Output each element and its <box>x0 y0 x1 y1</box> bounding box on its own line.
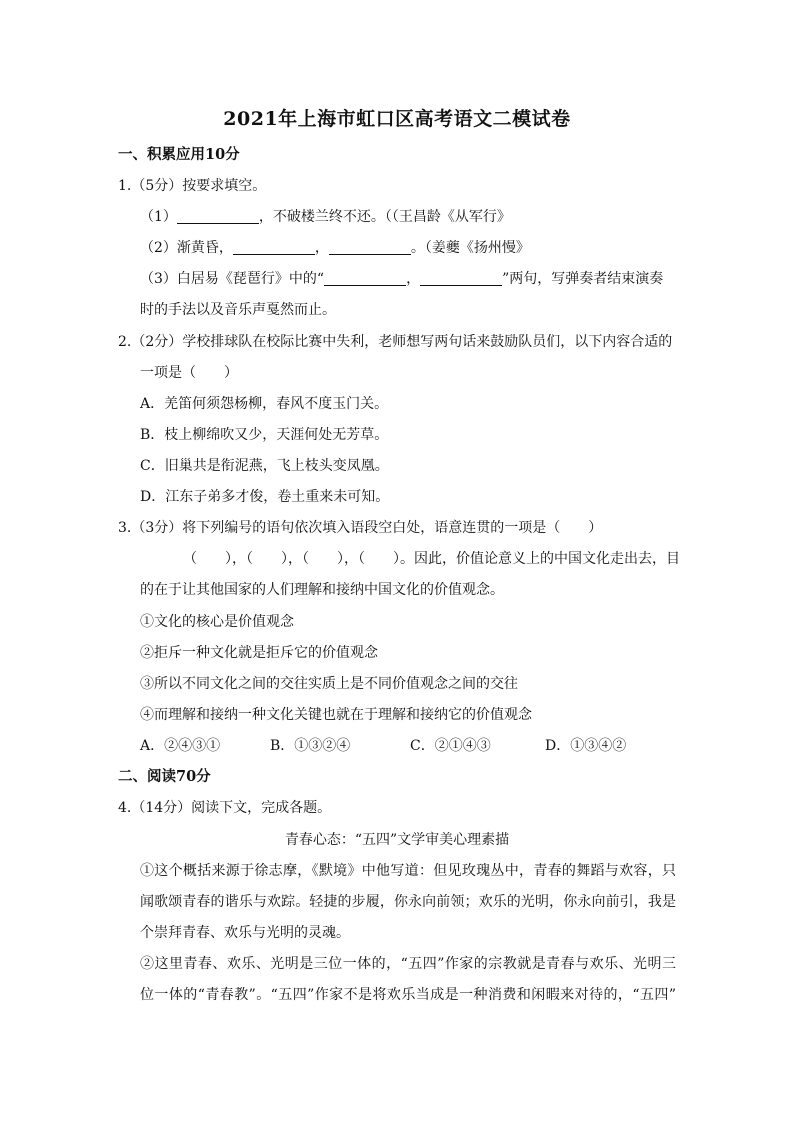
q2-option-c[interactable]: C．旧巢共是衔泥燕，飞上枝头变凤凰。 <box>140 458 389 474</box>
article-para2-line1: ②这里青春、欢乐、光明是三位一体的，“五四”作家的宗教就是青春与欢乐、光明三 <box>140 956 676 972</box>
q1-item-3 <box>140 269 663 289</box>
q3-passage-line1: （ ），（ ），（ ），（ ）。因此，价值论意义上的中国文化走出去，目 <box>183 551 680 567</box>
q1-item-3-cont: 时的手法以及音乐声戛然而止。 <box>140 302 336 318</box>
page-title: 2021年上海市虹口区高考语文二模试卷 <box>223 108 571 130</box>
answer-blank[interactable] <box>233 240 315 255</box>
q2-stem-line2: 一项是（ ） <box>140 365 238 381</box>
answer-blank[interactable] <box>177 209 259 224</box>
article-title: 青春心态：“五四”文学审美心理素描 <box>284 832 510 848</box>
q3-option-b[interactable]: B．①③②④ <box>270 738 351 754</box>
q3-sentence-4: ④而理解和接纳一种文化关键也就在于理解和接纳它的价值观念 <box>140 707 532 723</box>
q2-option-b[interactable]: B．枝上柳绵吹又少，天涯何处无芳草。 <box>140 427 389 443</box>
article-para2-line2: 位一体的“青春教”。“五四”作家不是将欢乐当成是一种消费和闲暇来对待的，“五四” <box>140 987 676 1003</box>
q3-option-c[interactable]: C．②①④③ <box>410 738 491 754</box>
q2-option-a[interactable]: A．羌笛何须怨杨柳，春风不度玉门关。 <box>140 396 389 412</box>
answer-blank[interactable] <box>329 240 411 255</box>
q1-item-3-text: ”两句，写弹奏者结束演奏 <box>502 271 664 287</box>
q3-option-d[interactable]: D．①③④② <box>545 738 627 754</box>
section-heading-reading: 二、阅读70分 <box>118 768 211 785</box>
q1-item-2-sep: ， <box>314 240 329 256</box>
q4-stem: 4.（14分）阅读下文，完成各题。 <box>118 800 332 816</box>
q1-item-1 <box>140 207 511 227</box>
q1-item-1-text: ，不破楼兰终不还。（（王昌龄《从军行》 <box>258 209 511 225</box>
q1-item-2-text: 。（姜夔《扬州慢》 <box>410 240 530 256</box>
q3-sentence-1: ①文化的核心是价值观念 <box>140 614 294 630</box>
q3-option-a[interactable]: A．②④③① <box>140 738 221 754</box>
q1-item-1-prefix: （1） <box>140 209 177 225</box>
article-para1-line3: 个崇拜青春、欢乐与光明的灵魂。 <box>140 925 350 941</box>
q3-options <box>140 736 626 756</box>
section-heading-accumulation: 一、积累应用10分 <box>118 146 240 163</box>
q3-stem: 3.（3分）将下列编号的语句依次填入语段空白处，语意连贯的一项是（ ） <box>118 520 603 536</box>
answer-blank[interactable] <box>324 271 406 286</box>
q3-sentence-3: ③所以不同文化之间的交往实质上是不同价值观念之间的交往 <box>140 676 518 692</box>
q1-stem: 1.（5分）按要求填空。 <box>118 178 267 194</box>
answer-blank[interactable] <box>420 271 502 286</box>
q2-option-d[interactable]: D．江东子弟多才俊，卷土重来未可知。 <box>140 489 390 505</box>
q3-sentence-2: ②拒斥一种文化就是拒斥它的价值观念 <box>140 645 378 661</box>
q3-passage-line2: 的在于让其他国家的人们理解和接纳中国文化的价值观念。 <box>140 582 504 598</box>
q1-item-2 <box>140 238 530 258</box>
q2-stem-line1: 2.（2分）学校排球队在校际比赛中失利，老师想写两句话来鼓励队员们，以下内容合适的 <box>118 334 673 350</box>
q1-item-3-prefix: （3）白居易《琵琶行》中的“ <box>140 271 325 287</box>
article-para1-line1: ①这个概括来源于徐志摩，《默境》中他写道：但见玫瑰丛中，青春的舞蹈与欢容，只 <box>140 863 676 879</box>
q1-item-2-prefix: （2）渐黄昏， <box>140 240 233 256</box>
q1-item-3-sep: ， <box>406 271 421 287</box>
article-para1-line2: 闻歌颂青春的谐乐与欢踪。轻捷的步履，你永向前领；欢乐的光明，你永向前引，我是 <box>140 894 676 910</box>
